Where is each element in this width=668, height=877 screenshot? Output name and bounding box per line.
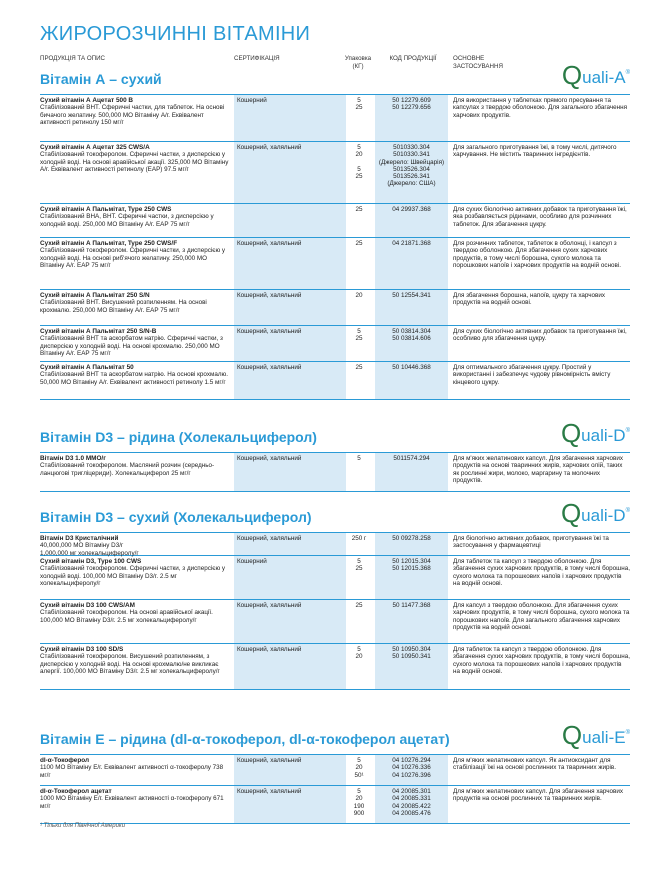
product-code: 04 10276.294 04 10276.336 04 10276.396	[375, 755, 448, 785]
main-use: Для загального приготування їжі, в тому числі, дитячого харчування. Не містить тваринних інгредієнтів.	[453, 144, 617, 159]
product-description	[40, 786, 232, 823]
product-name: Сухий вітамін А Пальмітат, Type 250 CWS	[40, 206, 172, 213]
product-description	[40, 362, 232, 399]
logo-registered: ®	[625, 508, 630, 514]
certification: Кошерний, халяльний	[234, 142, 346, 203]
section	[40, 498, 630, 675]
quali-logo	[561, 500, 630, 526]
product-name: dl-α-Токоферол ацетат	[40, 788, 112, 795]
product-description	[40, 326, 232, 361]
product-code: 5011574.294	[375, 453, 448, 491]
logo-letter: Q	[560, 498, 582, 528]
certification: Кошерний, халяльний	[234, 755, 346, 785]
product-details: 1000 МО Вітаміну Е/г. Еквівалент активності α-токоферолу 671 мг/г	[40, 795, 224, 810]
certification: Кошерний, халяльний	[234, 238, 346, 289]
main-use: Для збагачення борошна, напоїв, цукру та харчових продуктів на водній основі.	[453, 292, 606, 307]
certification: Кошерний, халяльний	[234, 326, 346, 361]
product-name: dl-α-Токоферол	[40, 757, 90, 764]
footnote: ¹ Тільки для Північної Америки	[40, 823, 126, 829]
header-use: ОСНОВНЕ ЗАСТОСУВАННЯ	[453, 55, 503, 70]
product-description	[40, 95, 232, 141]
product-details: Стабілізований токоферолом. Сферичні частки, з дисперсією у холодній воді. 100,000 МО Вітаміну D3/г. 2.5 мг холекальциферолу/г	[40, 565, 226, 587]
package-size: 250 г	[351, 535, 367, 542]
product-code: 50 12015.304 50 12015.368	[375, 556, 448, 599]
product-code: 50 12554.341	[375, 290, 448, 325]
product-code: 04 20085.301 04 20085.331 04 20085.422 04 20085.476	[375, 786, 448, 823]
package-size: 25	[355, 240, 363, 247]
logo-letter: Q	[560, 418, 582, 448]
product-description	[40, 644, 232, 689]
product-name: Сухий вітамін А Пальмітат 250 S/N-B	[40, 328, 157, 335]
product-name: Сухий вітамін А Ацетат 500 B	[40, 97, 134, 104]
certification: Кошерний, халяльний	[234, 533, 346, 555]
product-code: 50 11477.368	[375, 600, 448, 643]
product-code: 50 10446.368	[375, 362, 448, 399]
certification: Кошерний, халяльний	[234, 290, 346, 325]
product-details: Стабілізований токоферолом. Сферичні частки, з дисперсією у холодній воді. На основі аравійської акації. 325,000 МО Вітаміну А/г. Еквівалент активності ретинолу (EAP) 97.5 мг/г	[40, 151, 229, 173]
table-row	[40, 290, 630, 326]
certification: Кошерний, халяльний	[234, 644, 346, 689]
section-title: Вітамін D3 – рідина (Холекальциферол)	[40, 429, 317, 445]
quali-logo	[562, 62, 630, 88]
certification: Кошерний, халяльний	[234, 600, 346, 643]
product-details: Стабілізований ВНТ та аскорбатом натрію. Сферичні частки, з дисперсією у холодній воді. На основі крохмалю. 250,000 МО Вітаміну А/г. ЕАР 75 мг/г	[40, 335, 223, 357]
header-pack: Упаковка (КГ)	[344, 55, 372, 70]
product-name: Сухий вітамін А Пальмітат 250 S/N	[40, 292, 150, 299]
product-description	[40, 290, 232, 325]
logo-registered: ®	[625, 730, 630, 736]
certification: Кошерний, халяльний	[234, 453, 346, 491]
main-use: Для капсул з твердою оболонкою. Для збагачення сухих харчових продуктів, в тому числі борошна, сухого молока та порошкових напоїв. Для загального збагачення харчових продуктів на водній основі.	[453, 602, 630, 631]
product-code: 5010330.304 5010330.341 (Джерело: Швейцарія) 5013526.304 5013526.341 (Джерело: США)	[375, 142, 448, 203]
main-use: Для сухих біологічно активних добавок та приготування їжі, яка розбавляється рідинами, особливо для розчинних таблеток. Для збагачення цукру.	[453, 206, 627, 228]
product-code: 50 09278.258	[375, 533, 448, 555]
product-code: 50 10950.304 50 10950.341	[375, 644, 448, 689]
product-name: Сухий вітамін D3, Type 100 CWS	[40, 558, 142, 565]
package-size: 5 20 5 25	[355, 144, 363, 181]
package-size: 25	[355, 364, 363, 371]
quali-logo	[562, 722, 630, 748]
product-name: Сухий вітамін А Ацетат 325 CWS/A	[40, 144, 150, 151]
certification: Кошерний, халяльний	[234, 362, 346, 399]
page-title: ЖИРОРОЗЧИННІ ВІТАМІНИ	[40, 23, 311, 45]
package-size: 5 20	[355, 646, 363, 661]
product-description	[40, 533, 232, 555]
section-title: Вітамін А – сухий	[40, 71, 162, 87]
main-use: Для біологічно активних добавок, приготування їжі та застосування у фармацевтиці	[453, 535, 609, 550]
main-use: Для м'яких желатинових капсул. Для збагачення харчових продуктів на основі тваринних жирів, харчових олій, таких як рослинні жири, молоко, маргарину та молочних продуктів.	[453, 455, 624, 484]
table-row	[40, 204, 630, 238]
main-use: Для м'яких желатинових капсул. Для збагачення харчових продуктів на основі рослинних та тваринних жирів.	[453, 788, 624, 803]
product-code: 04 29937.368	[375, 204, 448, 237]
product-details: 40,000,000 МО Вітаміну D3/г 1,000,000 мг холекальциферолу/г	[40, 542, 139, 557]
table-row	[40, 452, 630, 492]
product-description	[40, 142, 232, 203]
package-size: 5 25	[355, 558, 363, 573]
table-row	[40, 600, 630, 644]
package-size: 5 20 50¹	[354, 757, 364, 779]
package-size: 5 25	[355, 97, 363, 112]
product-name: Сухий вітамін D3 100 CWS/AM	[40, 602, 135, 609]
product-code: 50 03814.304 50 03814.606	[375, 326, 448, 361]
logo-registered: ®	[625, 70, 630, 76]
package-size: 5 25	[355, 328, 363, 343]
product-details: Стабілізований токоферолом. Сферичні частки, з дисперсією у холодній воді. На основі риб'ячого желатину. 250,000 МО Вітаміну А/г. ЕАР 75 мг/г	[40, 247, 226, 269]
product-name: Сухий вітамін D3 100 SD/S	[40, 646, 124, 653]
table-row	[40, 644, 630, 690]
product-description	[40, 556, 232, 599]
package-size: 5	[357, 455, 361, 462]
product-details: 1100 МО Вітаміну Е/г. Еквівалент активності α-токоферолу 738 мг/г	[40, 764, 224, 779]
certification: Кошерний	[234, 556, 346, 599]
product-name: Вітамін D3 1.0 ММО/г	[40, 455, 106, 462]
section	[40, 720, 630, 817]
product-details: Стабілізований ВНТ. Висушений розпиленням. На основі крохмалю. 250,000 МО Вітаміну А/г. ЕАР 75 мг/г	[40, 299, 207, 314]
certification	[234, 204, 346, 237]
table-row	[40, 326, 630, 362]
table-row	[40, 532, 630, 556]
section-title: Вітамін D3 – сухий (Холекальциферол)	[40, 509, 312, 525]
package-size: 25	[355, 206, 363, 213]
quali-logo	[561, 420, 630, 446]
main-use: Для сухих біологічно активних добавок та приготування їжі, особливо для збагачення цукру.	[453, 328, 627, 343]
product-code: 04 21871.368	[375, 238, 448, 289]
product-description	[40, 600, 232, 643]
logo-text: uali-A	[582, 68, 626, 87]
header-product: ПРОДУКЦІЯ ТА ОПИС	[40, 55, 105, 62]
product-description	[40, 453, 232, 491]
main-use: Для оптимального збагачення цукру. Простий у використанні і забезпечує чудову рівномірність вмісту кінцевого цукру.	[453, 364, 611, 386]
product-details: Стабілізований токоферолом. Висушений розпиленням, з дисперсією у холодній воді. На основі крохмалю/не викликає алергії. 100,000 МО Вітаміну D3/г. 2.5 мг холекальциферолу/г	[40, 653, 220, 675]
logo-letter: Q	[561, 720, 583, 750]
product-name: Сухий вітамін А Пальмітат 50	[40, 364, 134, 371]
product-name: Сухий вітамін А Пальмітат, Type 250 CWS/F	[40, 240, 178, 247]
product-code: 50 12279.609 50 12279.656	[375, 95, 448, 141]
logo-letter: Q	[561, 60, 583, 90]
header-code: КОД ПРОДУКЦІЇ	[389, 55, 437, 62]
main-use: Для використання у таблетках прямого пресування та капсулах з твердою оболонкою. Для загального збагачення харчових продуктів.	[453, 97, 628, 119]
product-details: Стабілізований ВНТ. Сферичні частки, для таблеток. На основі бичачого желатину. 500,000 МО Вітаміну А/г. Еквівалент активності ретинолу 150 мг/г	[40, 104, 225, 126]
package-size: 25	[355, 602, 363, 609]
product-description	[40, 238, 232, 289]
table-row	[40, 94, 630, 142]
logo-text: uali-D	[581, 426, 626, 445]
header-cert: СЕРТИФІКАЦІЯ	[234, 55, 280, 62]
section-title: Вітамін Е – рідина (dl-α-токоферол, dl-α-токоферол ацетат)	[40, 731, 450, 747]
product-description	[40, 204, 232, 237]
main-use: Для м'яких желатинових капсул. Як антиоксидант для стабілізації їжі на основі рослинних та тваринних жирів.	[453, 757, 616, 772]
product-details: Стабілізований ВНТ та аскорбатом натрію. На основі крохмалю. 50,000 МО Вітаміну А/г. Еквівалент активності ретинолу 1.5 мг/г	[40, 371, 228, 386]
main-use: Для таблеток та капсул з твердою оболонкою. Для збагачення сухих харчових продуктів, в тому числі борошна, сухого молока та порошкових напоїв і харчових продуктів на водній основі.	[453, 646, 630, 675]
table-row	[40, 754, 630, 786]
certification: Кошерний, халяльний	[234, 786, 346, 823]
certification: Кошерний	[234, 95, 346, 141]
product-details: Стабілізований токоферолом. Масляний розчин (середньо-ланцюгові тригліцериди). Холекальциферол 25 мг/г	[40, 462, 215, 477]
main-use: Для таблеток та капсул з твердою оболонкою. Для збагачення сухих харчових продуктів, в тому числі борошна, сухого молока та порошкових напоїв і харчових продуктів на водній основі.	[453, 558, 630, 587]
product-description	[40, 755, 232, 785]
product-details: Стабілізований ВНА, ВНТ. Сферичні частки, з дисперсією у холодній воді. 250,000 МО Вітаміну А/г. ЕАР 75 мг/г	[40, 213, 214, 228]
main-use: Для розчинних таблеток, таблеток в оболонці, і капсул з твердою оболонкою. Для збагачення сухих харчових продуктів, в тому числі борошна, сухого молока та порошкових напоїв і харчових продуктів на водній основі.	[453, 240, 622, 269]
logo-text: uali-E	[582, 728, 626, 747]
table-row	[40, 362, 630, 400]
table-row	[40, 786, 630, 824]
logo-text: uali-D	[581, 506, 626, 525]
package-size: 20	[355, 292, 363, 299]
table-row	[40, 238, 630, 290]
logo-registered: ®	[625, 428, 630, 434]
table-row	[40, 556, 630, 600]
package-size: 5 20 190 900	[353, 788, 365, 817]
section	[40, 418, 630, 484]
table-row	[40, 142, 630, 204]
product-details: Стабілізований токоферолом. На основі аравійської акації. 100,000 МО Вітаміну D3/г. 2.5 мг холекальциферолу/г	[40, 609, 213, 624]
product-name: Вітамін D3 Кристалічний	[40, 535, 119, 542]
